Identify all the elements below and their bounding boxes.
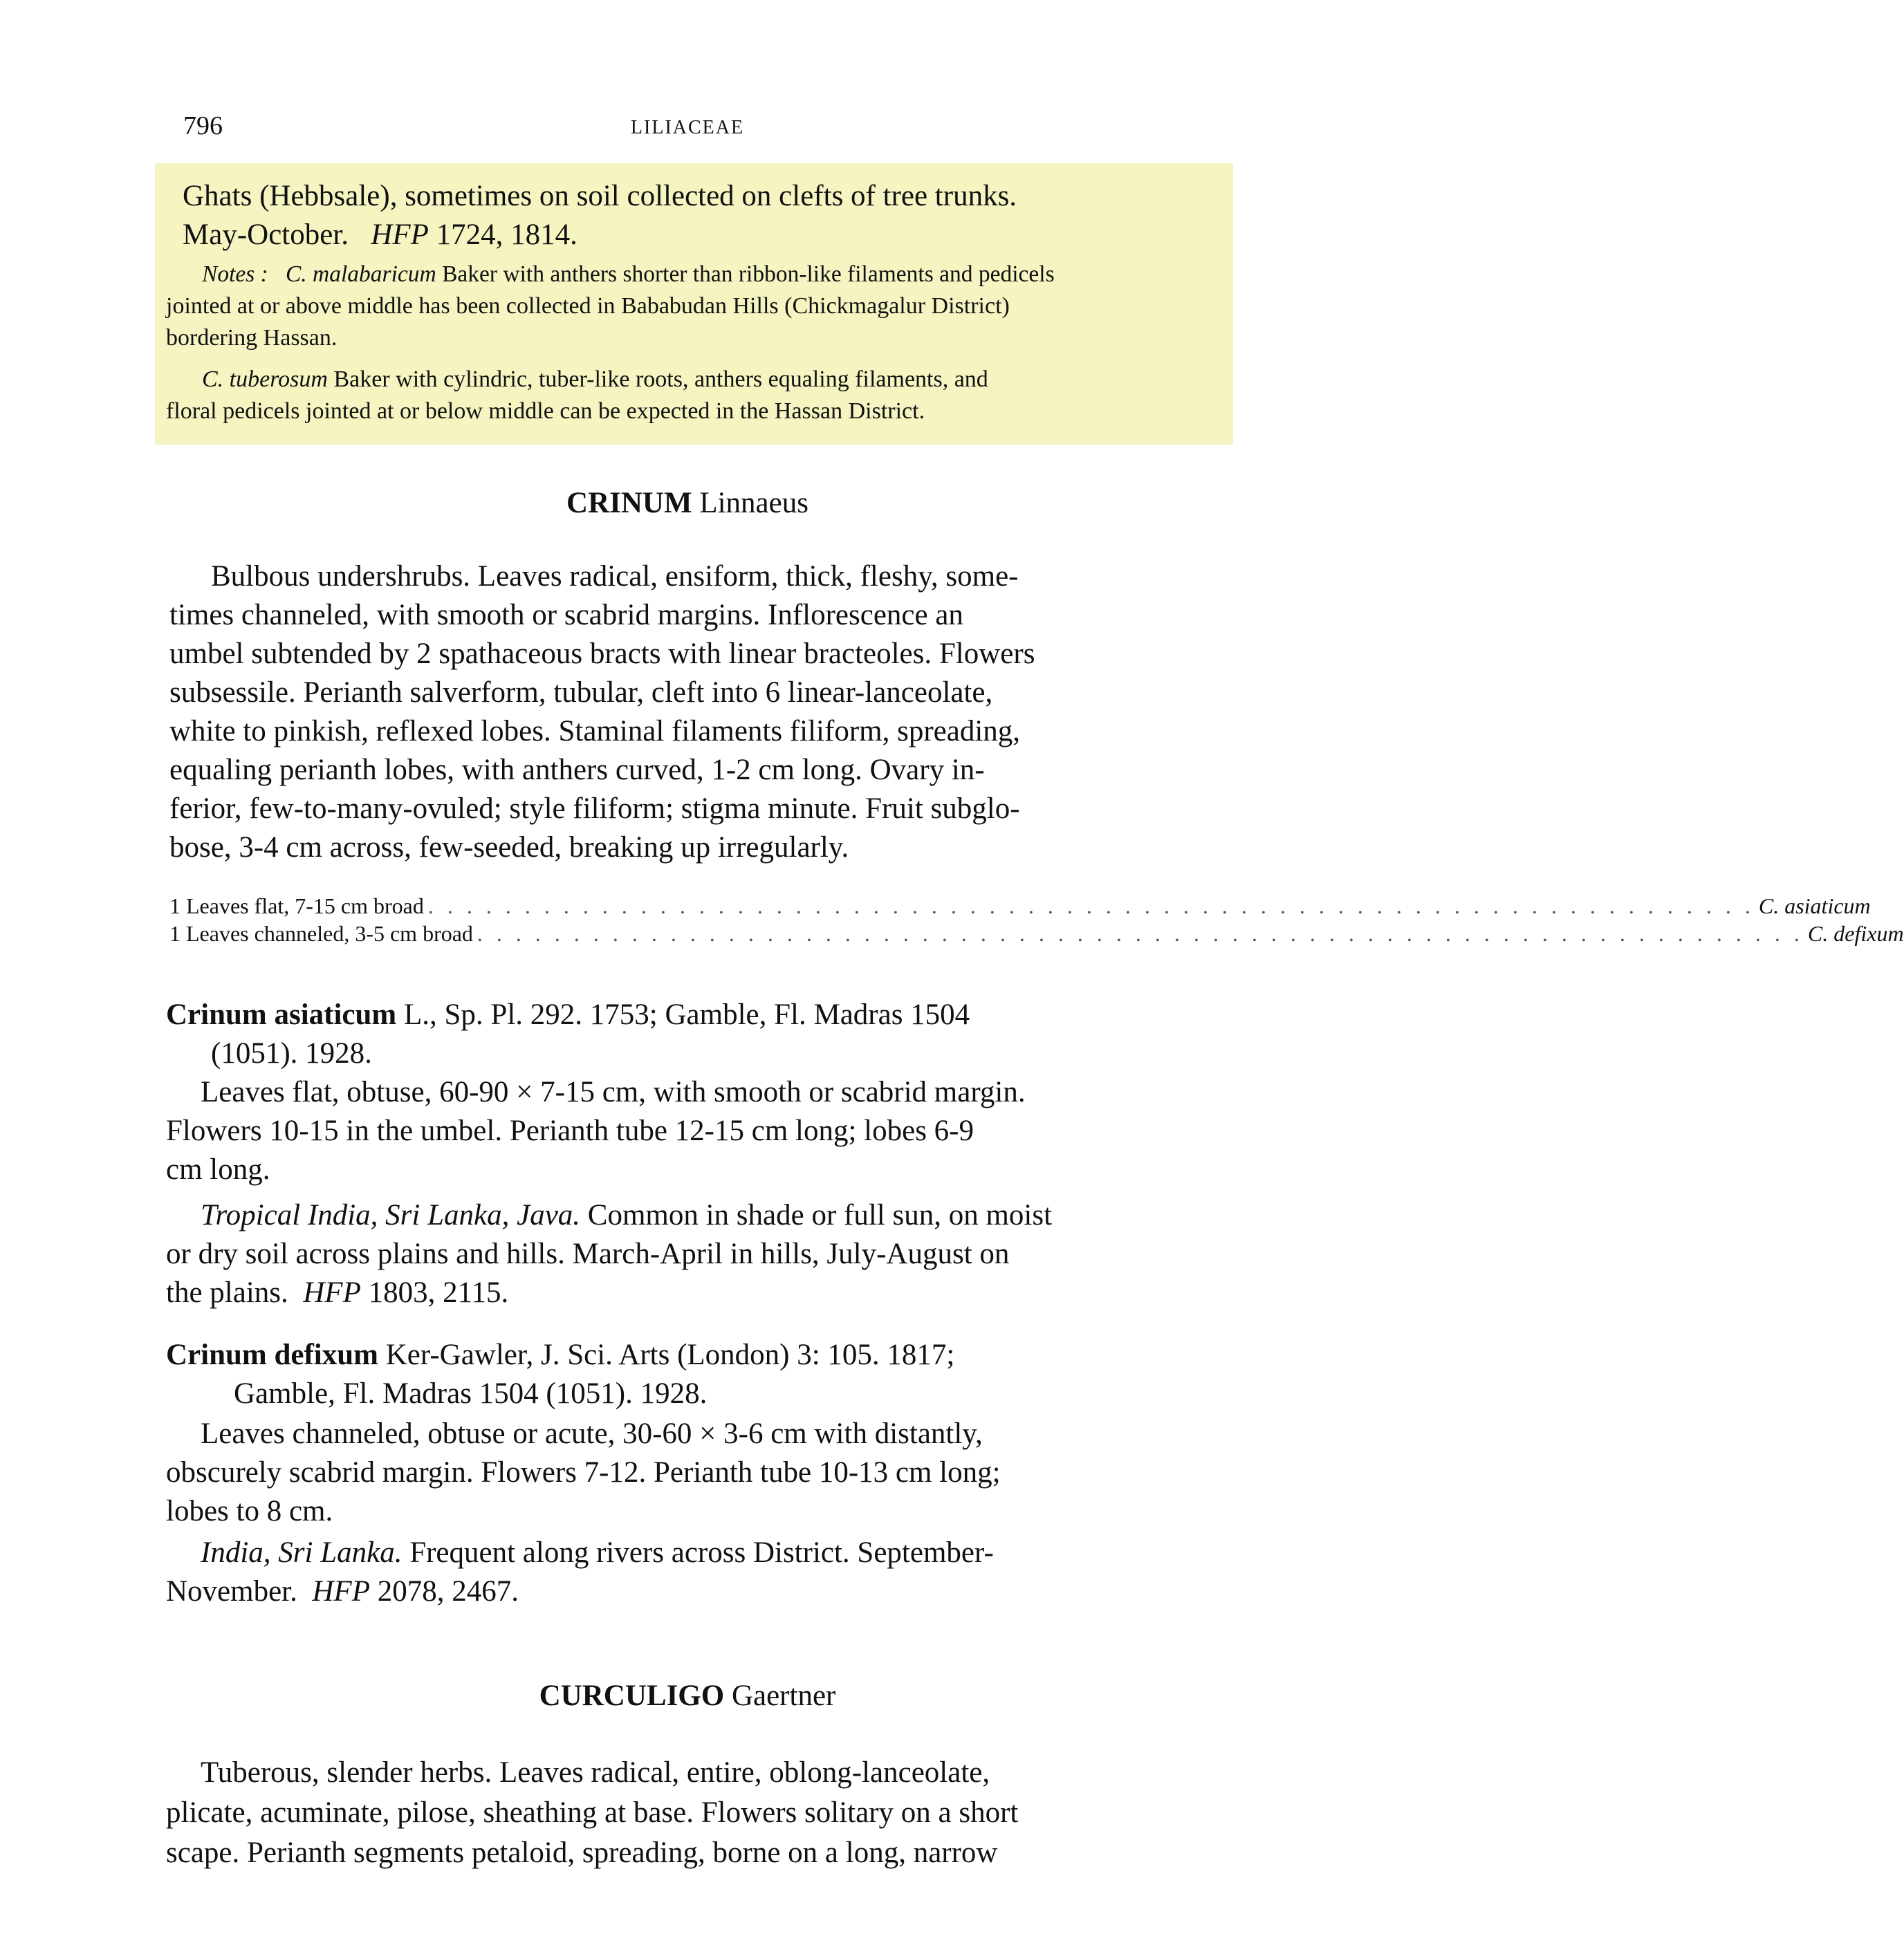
- notes-label: Notes :: [202, 261, 268, 287]
- species-citation: [166, 996, 970, 1034]
- habitat-line: or dry soil across plains and hills. March-April in hills, July-August on: [166, 1238, 1010, 1270]
- description-line: subsessile. Perianth salverform, tubular, cleft into 6 linear-lanceolate,: [169, 676, 993, 709]
- key-lead: 1 Leaves flat, 7-15 cm broad: [169, 893, 424, 918]
- description-line: lobes to 8 cm.: [166, 1495, 333, 1527]
- note-line: [166, 396, 925, 427]
- genus-name: CURCULIGO: [539, 1680, 725, 1712]
- running-title: LILIACEAE: [630, 117, 745, 138]
- habitat-text: Common in shade or full sun, on moist: [580, 1199, 1053, 1231]
- genus-heading: [0, 1677, 1375, 1716]
- description-line: umbel subtended by 2 spathaceous bracts with linear bracteoles. Flowers: [169, 638, 1035, 670]
- page-number: 796: [183, 111, 223, 140]
- hfp-label: HFP: [371, 219, 429, 251]
- genus-author: Gaertner: [731, 1680, 836, 1712]
- key-result: C. asiaticum: [1758, 893, 1871, 918]
- key-couplet: [169, 892, 1871, 920]
- note-text: Baker with anthers shorter than ribbon-like filaments and pedicels: [436, 261, 1055, 287]
- note-text: Baker with cylindric, tuber-like roots, anthers equaling filaments, and: [327, 366, 988, 392]
- hfp-numbers: 2078, 2467.: [369, 1575, 519, 1608]
- genus-author: Linnaeus: [699, 487, 808, 519]
- description-line: Bulbous undershrubs. Leaves radical, ensiform, thick, fleshy, some-: [211, 560, 1019, 593]
- note-text: floral pedicels jointed at or below middle can be expected in the Hassan District.: [166, 398, 925, 424]
- description-line: obscurely scabrid margin. Flowers 7-12. Perianth tube 10-13 cm long;: [166, 1456, 1001, 1489]
- description-line: equaling perianth lobes, with anthers curved, 1-2 cm long. Ovary in-: [169, 754, 985, 786]
- habitat-text: the plains.: [166, 1276, 288, 1309]
- continuation-line: [183, 177, 1213, 216]
- genus-heading: [0, 484, 1375, 523]
- continuation-line: [183, 216, 577, 254]
- highlighted-passage: [155, 163, 1233, 445]
- species-name: Crinum defixum: [166, 1339, 378, 1371]
- description-line: Flowers 10-15 in the umbel. Perianth tube 12-15 cm long; lobes 6-9: [166, 1115, 974, 1147]
- citation-text: Ker-Gawler, J. Sci. Arts (London) 3: 105. 1817;: [378, 1339, 955, 1371]
- hfp-label: HFP: [303, 1276, 361, 1309]
- key-result: C. defixum: [1807, 921, 1904, 946]
- description-line: Leaves flat, obtuse, 60-90 × 7-15 cm, with smooth or scabrid margin.: [201, 1076, 1026, 1108]
- key-leader-dots: . . . . . . . . . . . . . . . . . . . . . . . . . . . . . . . . . . . . . . . . . . . . . . . . . . . . . . . . . . . . . . . . . . . . .: [427, 893, 1755, 918]
- description-line: bose, 3-4 cm across, few-seeded, breaking up irregularly.: [169, 831, 849, 864]
- note-text: jointed at or above middle has been collected in Bababudan Hills (Chickmagalur District): [166, 293, 1010, 319]
- distribution: India, Sri Lanka.: [201, 1536, 403, 1569]
- key-leader-dots: . . . . . . . . . . . . . . . . . . . . . . . . . . . . . . . . . . . . . . . . . . . . . . . . . . . . . . . . . . . . . . . . . . . . .: [477, 921, 1804, 946]
- description-line: Leaves channeled, obtuse or acute, 30-60 × 3-6 cm with distantly,: [201, 1417, 983, 1450]
- note-line: [202, 364, 988, 396]
- description-line: ferior, few-to-many-ovuled; style filiform; stigma minute. Fruit subglo-: [169, 792, 1020, 825]
- distribution-line: [201, 1534, 994, 1572]
- note-species: C. tuberosum: [202, 366, 328, 392]
- habitat-line: [166, 1274, 508, 1312]
- habitat-text: November.: [166, 1575, 297, 1608]
- note-text: bordering Hassan.: [166, 325, 338, 351]
- habitat-line: [166, 1572, 519, 1611]
- note-line: [166, 290, 1010, 322]
- hfp-label: HFP: [312, 1575, 370, 1608]
- citation-text: L., Sp. Pl. 292. 1753; Gamble, Fl. Madras 1504: [396, 998, 970, 1031]
- description-line: plicate, acuminate, pilose, sheathing at base. Flowers solitary on a short: [166, 1796, 1019, 1829]
- note-line: [166, 322, 337, 354]
- key-couplet: [169, 920, 1904, 947]
- description-line: white to pinkish, reflexed lobes. Staminal filaments filiform, spreading,: [169, 715, 1021, 747]
- description-line: times channeled, with smooth or scabrid margins. Inflorescence an: [169, 599, 963, 631]
- continuation-text: May-October.: [183, 219, 349, 251]
- species-name: Crinum asiaticum: [166, 998, 397, 1031]
- distribution: Tropical India, Sri Lanka, Java.: [201, 1199, 581, 1231]
- genus-name: CRINUM: [566, 487, 692, 519]
- continuation-text: Ghats (Hebbsale), sometimes on soil collected on clefts of tree trunks.: [183, 180, 1017, 212]
- description-line: scape. Perianth segments petaloid, spreading, borne on a long, narrow: [166, 1837, 998, 1869]
- note-line: [202, 259, 1217, 290]
- description-line: cm long.: [166, 1153, 270, 1186]
- species-citation: (1051). 1928.: [211, 1037, 372, 1070]
- note-species: C. malabaricum: [285, 261, 436, 287]
- hfp-numbers: 1724, 1814.: [428, 219, 577, 251]
- distribution-line: [201, 1196, 1052, 1235]
- species-citation: Gamble, Fl. Madras 1504 (1051). 1928.: [234, 1377, 708, 1410]
- description-line: Tuberous, slender herbs. Leaves radical, entire, oblong-lanceolate,: [201, 1756, 990, 1789]
- habitat-text: Frequent along rivers across District. September-: [402, 1536, 994, 1569]
- key-lead: 1 Leaves channeled, 3-5 cm broad: [169, 921, 473, 946]
- species-citation: [166, 1336, 954, 1375]
- hfp-numbers: 1803, 2115.: [360, 1276, 509, 1309]
